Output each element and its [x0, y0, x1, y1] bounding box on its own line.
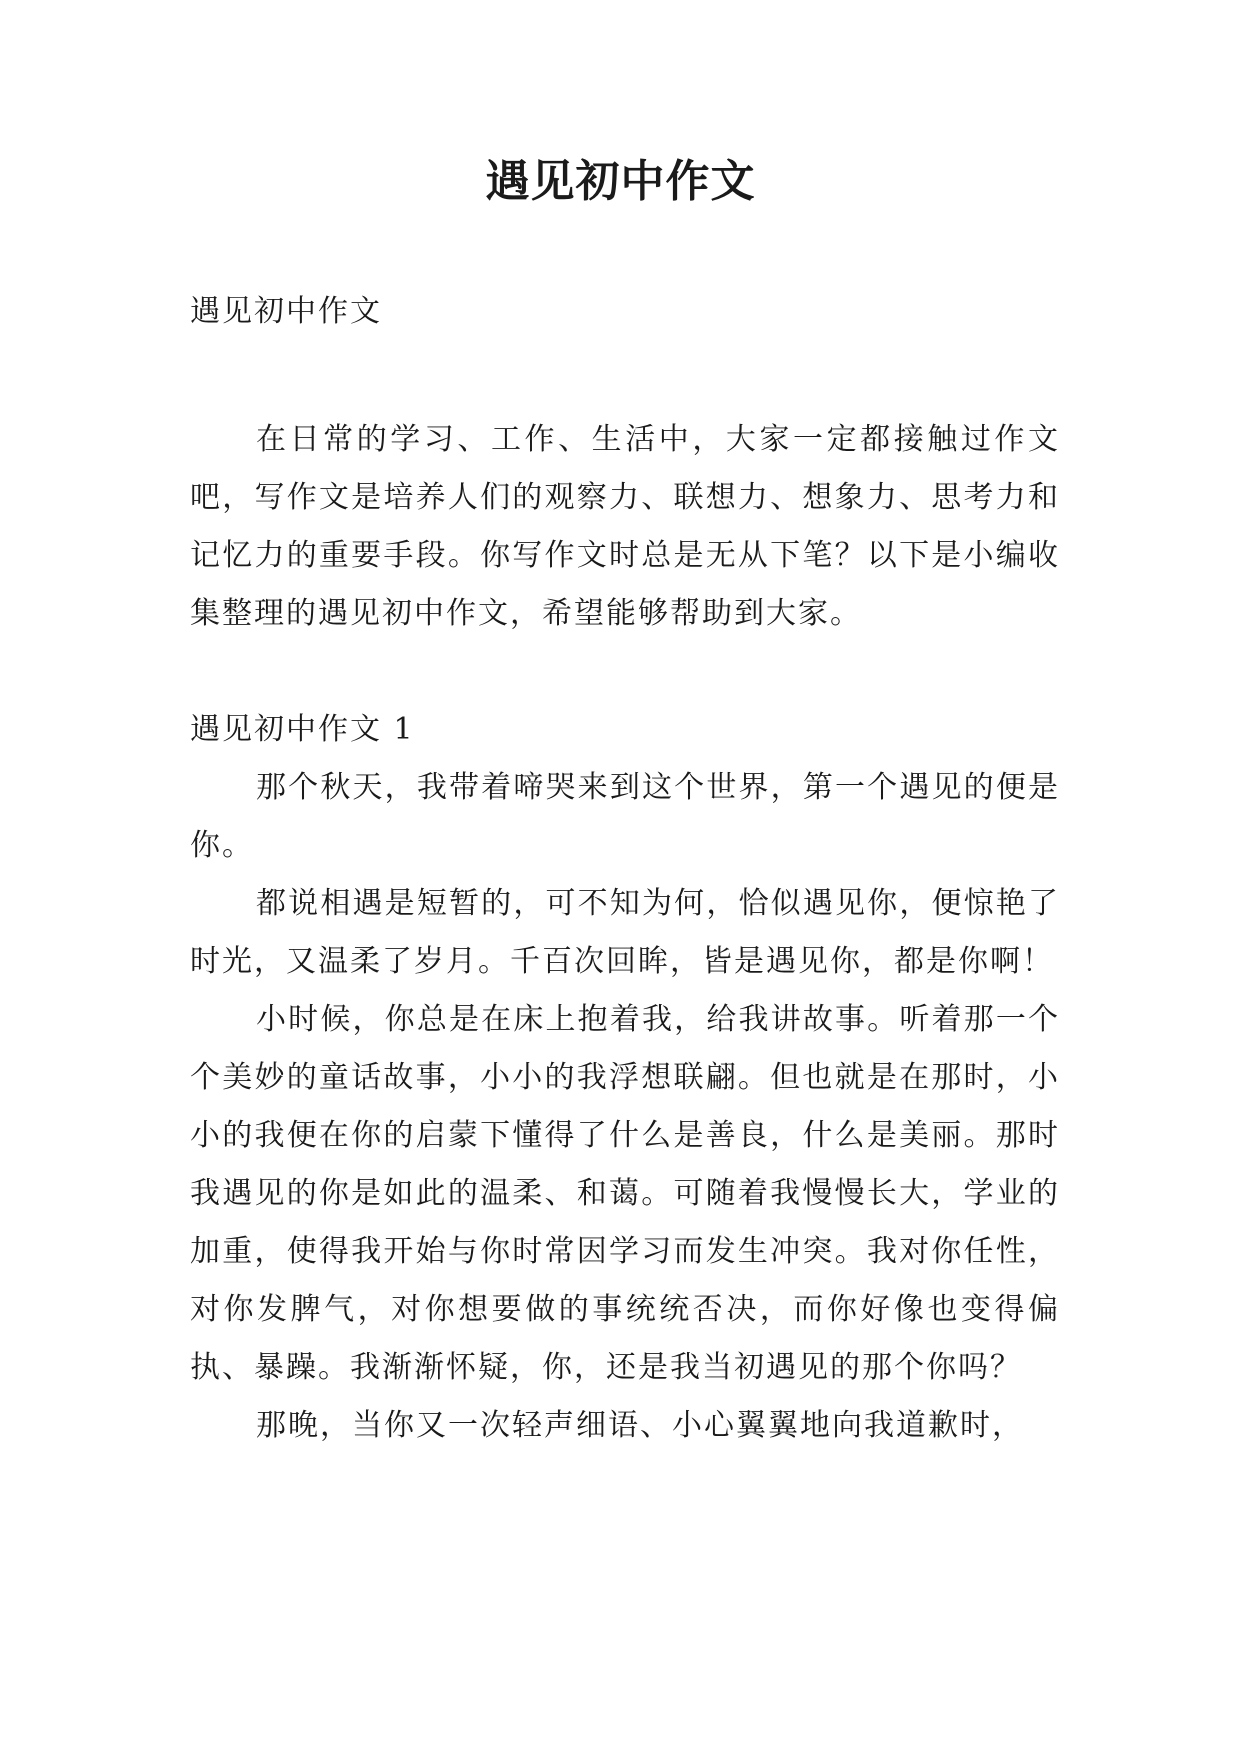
body-paragraph: 小时候，你总是在床上抱着我，给我讲故事。听着那一个个美妙的童话故事，小小的我浮想联翩。但也就是在那时，小小的我便在你的启蒙下懂得了什么是善良，什么是美丽。那时我遇见的你是如此的温柔、和蔼。可随着我慢慢长大，学业的加重，使得我开始与你时常因学习而发生冲突。我对你任性，对你发脾气，对你想要做的事统统否决，而你好像也变得偏执、暴躁。我渐渐怀疑，你，还是我当初遇见的那个你吗？: [190, 1002, 1060, 1385]
body-paragraph: 那个秋天，我带着啼哭来到这个世界，第一个遇见的便是你。: [190, 770, 1060, 863]
body-paragraph: 那晚，当你又一次轻声细语、小心翼翼地向我道歉时，: [256, 1408, 1024, 1443]
document-body: [190, 283, 1060, 1455]
document-title: 遇见初中作文: [485, 156, 756, 207]
document-subtitle: 遇见初中作文: [190, 294, 382, 329]
spacer: [190, 643, 1060, 701]
body-paragraph: 都说相遇是短暂的，可不知为何，恰似遇见你，便惊艳了时光，又温柔了岁月。千百次回眸，皆是遇见你，都是你啊！: [190, 886, 1060, 979]
spacer: [190, 341, 1060, 411]
section-heading: 遇见初中作文 1: [190, 712, 415, 747]
intro-paragraph: 在日常的学习、工作、生活中，大家一定都接触过作文吧，写作文是培养人们的观察力、联想力、想象力、思考力和记忆力的重要手段。你写作文时总是无从下笔？以下是小编收集整理的遇见初中作文，希望能够帮助到大家。: [190, 422, 1060, 631]
